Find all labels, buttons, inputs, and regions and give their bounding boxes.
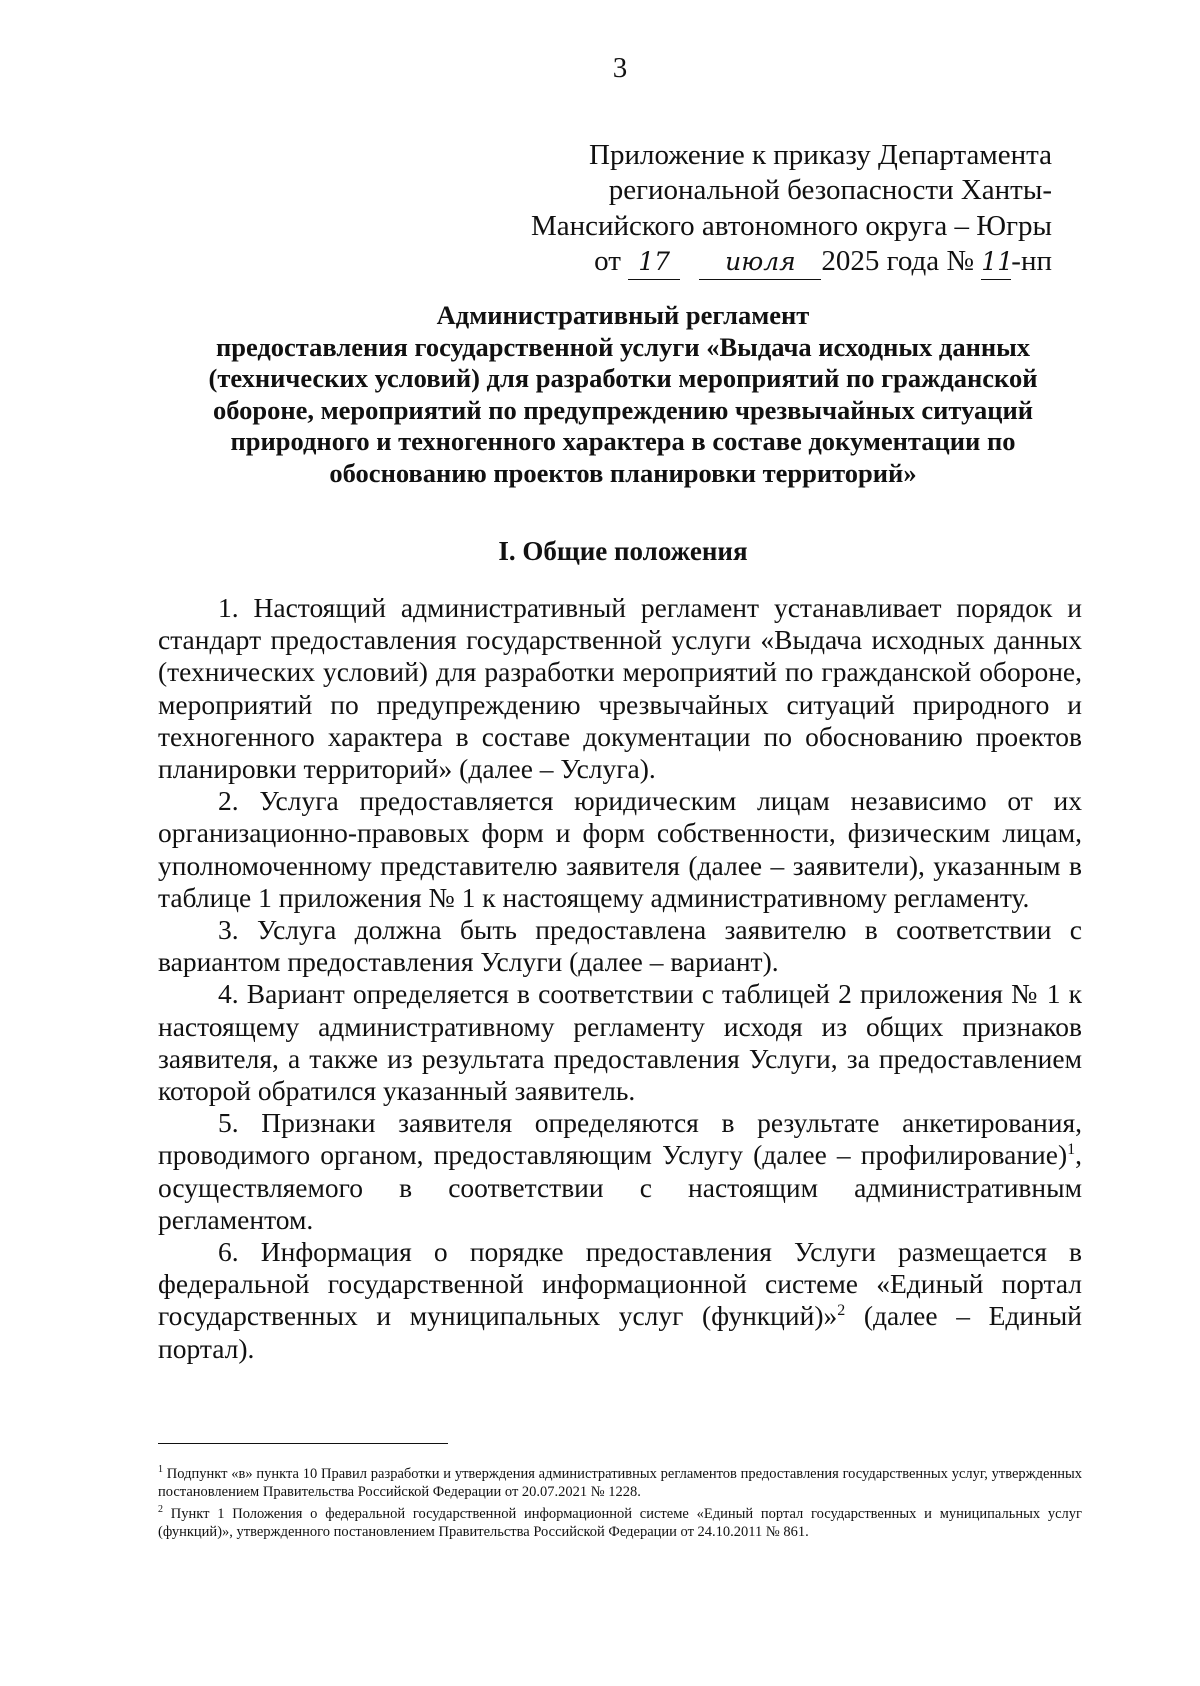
title-line-1: Административный регламент [436,300,810,330]
body-text [158,592,1082,1365]
footnote-ref-1: 1 [1067,1141,1076,1159]
date-prefix: от [594,244,621,277]
handwritten-order-number: 11 [981,244,1011,280]
paragraph-5 [158,1107,1082,1236]
appendix-line-3: Мансийского автономного округа – Югры [530,209,1052,242]
footnote-2-mark: 2 [158,1504,163,1516]
footnotes [158,1466,1082,1546]
order-number-suffix: -нп [1011,244,1052,277]
appendix-line-1: Приложение к приказу Департамента [589,139,1052,171]
date-year: 2025 года № [821,244,975,277]
page-number: 3 [612,52,628,84]
handwritten-month: июля [699,244,821,280]
title-line-2: предоставления государственной услуги «Выдача исходных данных [215,331,1031,362]
appendix-header [492,138,1052,280]
paragraph-4: 4. Вариант определяется в соответствии с таблицей 2 приложения № 1 к настоящему административному регламенту исходя из общих признаков заявителя, а также из результата предоставления Услуги, за предоставлением которой обратился указанный заявитель. [158,978,1082,1107]
paragraph-3: 3. Услуга должна быть предоставлена заявителю в соответствии с вариантом предоставления Услуги (далее – вариант). [158,914,1082,978]
footnote-1-mark: 1 [158,1464,163,1476]
handwritten-day: 17 [628,244,680,280]
title-line-6: обоснованию проектов планировки территорий» [329,457,917,488]
paragraph-6 [158,1236,1082,1365]
title-line-4: обороне, мероприятий по предупреждению чрезвычайных ситуаций [212,394,1034,425]
title-line-5: природного и техногенного характера в составе документации по [230,426,1016,456]
paragraph-5-text: 5. Признаки заявителя определяются в результате анкетирования, проводимого органом, предоставляющим Услугу (далее – профилирование) [158,1107,1082,1171]
paragraph-6-text-end: (далее – Единый портал). [158,1300,1082,1364]
footnote-separator [158,1443,448,1444]
paragraph-2: 2. Услуга предоставляется юридическим лицам независимо от их организационно-правовых форм и форм собственности, физическим лицам, уполномоченному представителю заявителя (далее – заявители), указанным в таблице 1 приложения № 1 к настоящему административному регламенту. [158,785,1082,913]
title-line-3: (технических условий) для разработки мероприятий по гражданской [208,363,1038,393]
paragraph-6-text: 6. Информация о порядке предоставления Услуги размещается в федеральной государственной информационной системе «Единый портал государственных и муниципальных услуг (функций)» [158,1236,1082,1332]
paragraph-1: 1. Настоящий административный регламент устанавливает порядок и стандарт предоставления государственной услуги «Выдача исходных данных (технических условий) для разработки мероприятий по гражданской обороне, мероприятий по предупреждению чрезвычайных ситуаций природного и техногенного характера в составе документации по обоснованию проектов планировки территорий» (далее – Услуга). [158,592,1082,785]
footnote-2 [158,1506,1082,1541]
appendix-date-line [492,244,1052,280]
footnote-2-text: Пункт 1 Положения о федеральной государственной информационной системе «Единый портал государственных и муниципальных услуг (функций)», утвержденного постановлением Правительства Российской Федерации от 24.10.2011 № 861. [158,1506,1082,1540]
footnote-1 [158,1466,1082,1501]
footnote-1-text: Подпункт «в» пункта 10 Правил разработки и утверждения административных регламентов предоставления государственных услуг, утвержденных постановлением Правительства Российской Федерации от 20.07.2021 № 1228. [158,1466,1082,1500]
document-title [150,300,1096,489]
paragraph-5-text-end: , осуществляемого в соответствии с настоящим административным регламентом. [158,1139,1082,1235]
footnote-ref-2: 2 [837,1302,846,1320]
section-heading: I. Общие положения [498,536,748,566]
appendix-line-2: региональной безопасности Ханты- [608,174,1052,207]
